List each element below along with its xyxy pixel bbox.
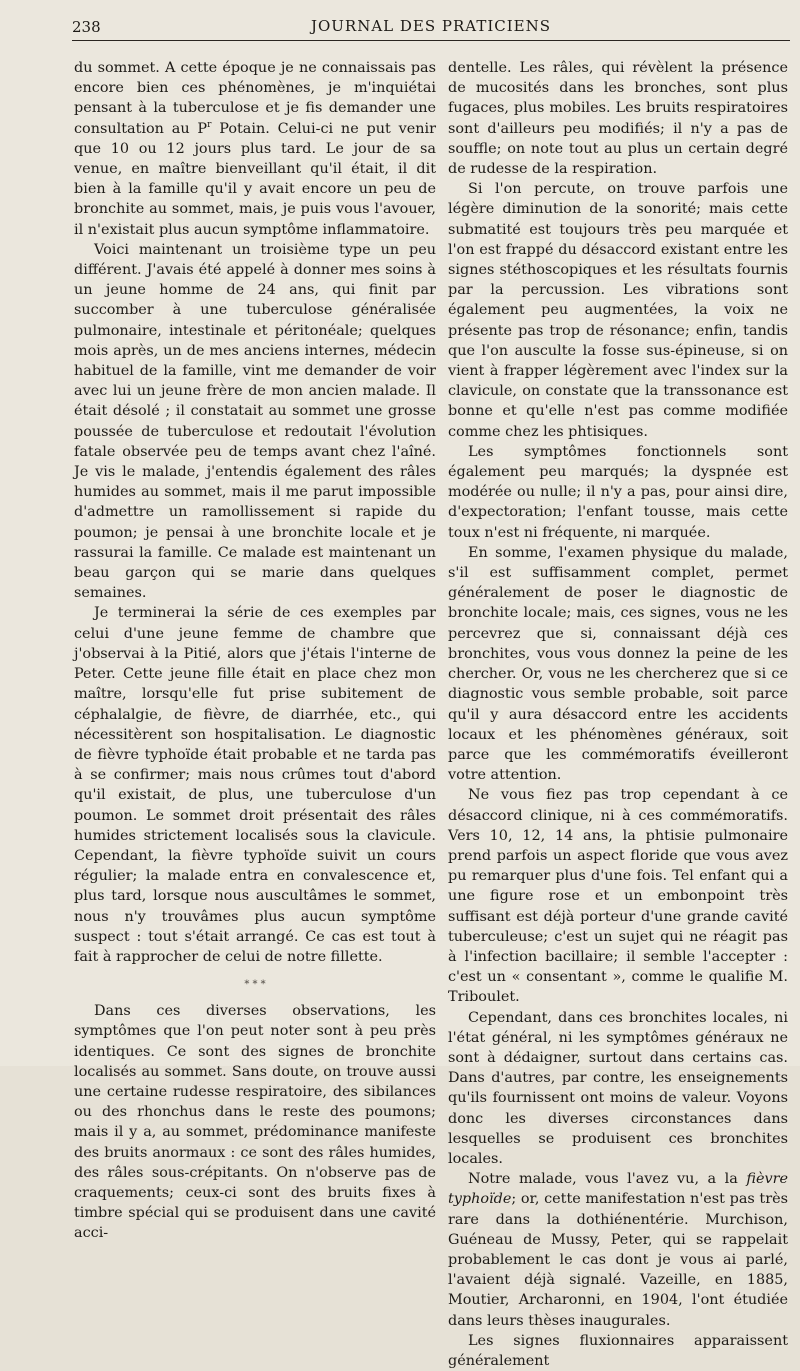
left-paragraph-3: Je terminerai la série de ces exemples par celui d'une jeune femme de chambre que j'observai à la Pitié, alors que j'étais l'interne de Peter. Cette jeune fille était en place chez mon maître, lorsqu'elle fut prise subitement de céphalalgie, de fièvre, de diarrhée, etc., qui nécessitèrent son hospitalisation. Le diagnostic de fièvre typhoïde était probable et ne tarda pas à se confirmer; mais nous crûmes tout d'abord qu'il existait, de plus, une tuberculose d'un poumon. Le sommet droit présentait des râles humides strictement localisés sous la clavicule. Cependant, la fièvre typhoïde suivit un cours régulier; la malade entra en convalescence et, plus tard, lorsque nous auscultâmes le sommet, nous n'y trouvâmes plus aucun symptôme suspect : tout s'était arrangé. Ce cas est tout à fait à rapprocher de celui de notre fillette. [74,605,436,965]
right-paragraph-2: Si l'on percute, on trouve parfois une légère diminution de la sonorité; mais cette submatité est toujours très peu marquée et l'on est frappé du désaccord existant entre les signes stéthoscopiques et les résultats fournis par la percussion. Les vibrations sont également peu augmentées, la voix ne présente pas trop de résonance; enfin, tandis que l'on ausculte la fosse sus-épineuse, si on vient à frapper légèrement avec l'index sur la clavicule, on constate que la transsonance est bonne et qu'elle n'est pas comme modifiée comme chez les phtisiques. [448,181,788,440]
right-paragraph-4: En somme, l'examen physique du malade, s'il est suffisamment complet, permet généralement de poser le diagnostic de bronchite locale; mais, ces signes, vous ne les percevrez que si, connaissant déjà ces bronchites, vous vous donnez la peine de les chercher. Or, vous ne les chercherez que si ce diagnostic vous semble probable, soit parce qu'il y aura désaccord entre les accidents locaux et les phénomènes généraux, soit parce que les commémoratifs éveilleront votre attention. [448,544,788,784]
professor-abbrev: P [197,120,208,137]
left-paragraph-4: Dans ces diverses observations, les symptômes que l'on peut noter sont à peu près identiques. Ce sont des signes de bronchite localisés au sommet. Sans doute, on trouve aussi une certaine rudesse respiratoire, des sibilances ou des rhonchus dans le reste des poumons; mais il y a, au sommet, prédominance manifeste des bruits anormaux : ce sont des râles humides, des râles sous-crépitants. On n'observe pas de craquements; ceux-ci sont des bruits fixes à timbre spécial qui se produisent dans une cavité acci- [74,1003,436,1242]
right-p7-italic: fièvre typhoïde [448,1171,788,1208]
right-p7-before: Notre malade, vous l'avez vu, a la [468,1171,747,1188]
professor-abbrev-sup: r [207,119,212,130]
header-rule [72,40,790,41]
right-paragraph-7 [448,1169,788,1331]
left-p1-text: du sommet. A cette époque je ne connaissais pas encore bien ces phénomènes, je m'inquiétai pensant à la tuberculose et je fis demander une consultation au [74,60,436,137]
page-header [72,14,790,40]
running-title: JOURNAL DES PRATICIENS [310,17,552,35]
right-paragraph-6: Cependant, dans ces bronchites locales, ni l'état général, ni les symptômes généraux ne sont à dédaigner, surtout dans certains cas. Dans d'autres, par contre, les enseignements qu'ils fournissent ont moins de valeur. Voyons donc les diverses circonstances dans lesquelles se produisent ces bronchites locales. [448,1009,788,1167]
right-column [448,58,788,1371]
right-paragraph-1: dentelle. Les râles, qui révèlent la présence de mucosités dans les bronches, sont plus fugaces, plus mobiles. Les bruits respiratoires sont d'ailleurs peu modifiés; il n'y a pas de souffle; on note tout au plus un certain degré de rudesse de la respiration. [448,60,788,178]
right-p7-after: ; or, cette manifestation n'est pas très rare dans la dothiénentérie. Murchison, Guéneau de Mussy, Peter, qui se rappelait probablement le cas dont je vous ai parlé, l'avaient déjà signalé. Vazeille, en 1885, Moutier, Archaronni, en 1904, l'ont étudiée dans leurs thèses inaugurales. [448,1191,788,1329]
left-paragraph-2: Voici maintenant un troisième type un peu différent. J'avais été appelé à donner mes soins à un jeune homme de 24 ans, qui finit par succomber à une tuberculose généralisée pulmonaire, intestinale et péritonéale; quelques mois après, un de mes anciens internes, médecin habituel de la famille, vint me demander de voir avec lui un jeune frère de mon ancien malade. Il était désolé ; il constatait au sommet une grosse poussée de tuberculose et redoutait l'évolution fatale observée peu de temps avant chez l'aîné. Je vis le malade, j'entendis également des râles humides au sommet, mais il me parut impossible d'admettre un ramollissement si rapide du poumon; je pensai à une bronchite locale et je rassurai la famille. Ce malade est maintenant un beau garçon qui se marie dans quelques semaines. [74,241,436,602]
section-separator: * * * [244,979,266,991]
right-paragraph-5: Ne vous fiez pas trop cependant à ce désaccord clinique, ni à ces commémoratifs. Vers 10, 12, 14 ans, la phtisie pulmonaire prend parfois un aspect floride que vous avez pu remarquer plus d'une fois. Tel enfant qui a une figure rose et un embonpoint très suffisant est déjà porteur d'une grande cavité tuberculeuse; c'est un sujet qui ne réagit pas à l'infection bacillaire; il semble l'accepter : c'est un « consentant », comme le qualifie M. Triboulet. [448,787,788,1006]
left-paragraph-1 [74,58,436,240]
right-paragraph-8: Les signes fluxionnaires apparaissent généralement [448,1332,788,1369]
right-paragraph-3: Les symptômes fonctionnels sont également peu marqués; la dyspnée est modérée ou nulle; il n'y a pas, pour ainsi dire, d'expectoration; l'enfant tousse, mais cette toux n'est ni fréquente, ni marquée. [448,443,788,541]
page-number: 238 [72,18,101,36]
left-p1-end: Potain. Celui-ci ne put venir que 10 ou 12 jours plus tard. Le jour de sa venue, en maître bienveillant qu'il était, il dit bien à la famille qu'il y avait encore un peu de bronchite au sommet, mais, je puis vous l'avouer, il n'existait plus aucun symptôme inflammatoire. [74,120,436,238]
